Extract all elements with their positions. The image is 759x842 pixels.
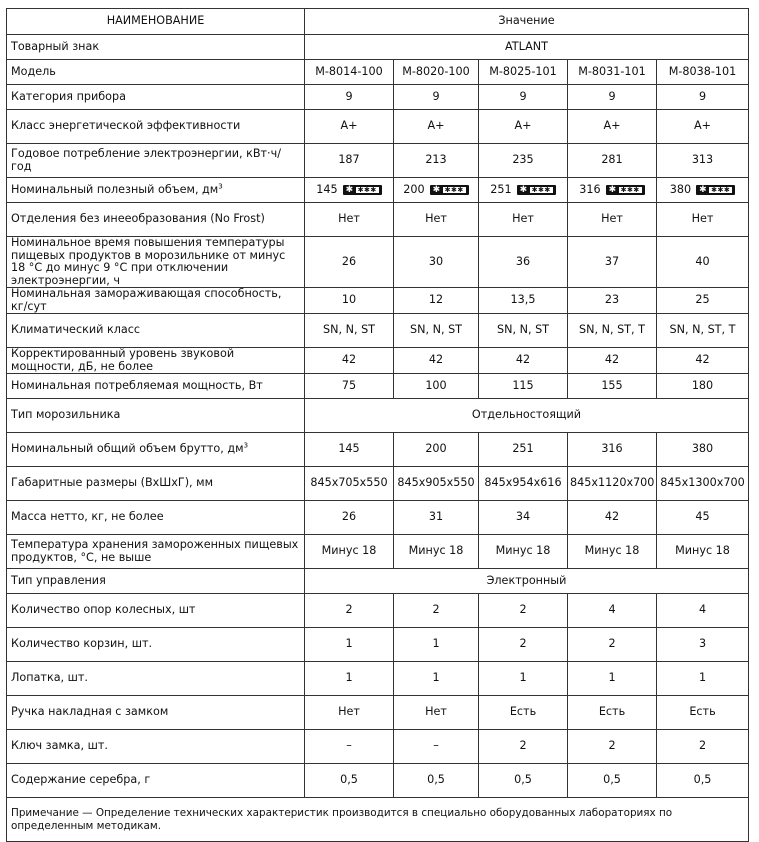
row-name-text: Лопатка, шт. <box>11 671 88 685</box>
table-body <box>7 35 749 798</box>
row-value: 34 <box>479 501 568 535</box>
row-name-text: Масса нетто, кг, не более <box>11 510 164 524</box>
row-value: 30 <box>394 237 479 288</box>
freezer-four-star-icon: ✱ ✱✱✱ <box>696 185 735 195</box>
volume-with-rating <box>579 184 645 197</box>
row-value: 36 <box>479 237 568 288</box>
row-value: SN, N, ST, T <box>657 314 749 348</box>
row-value: 200 <box>394 433 479 467</box>
row-value: Есть <box>657 696 749 730</box>
row-value: 9 <box>479 85 568 110</box>
row-name <box>7 501 305 535</box>
row-name <box>7 662 305 696</box>
row-value <box>568 178 657 203</box>
row-value: 845x705x550 <box>305 467 394 501</box>
row-name-text: Корректированный уровень звуковой мощности, дБ, не более <box>11 347 235 373</box>
row-value: 845x954x616 <box>479 467 568 501</box>
row-name-superscript: 3 <box>243 441 249 450</box>
row-value: 2 <box>568 628 657 662</box>
row-value: Есть <box>479 696 568 730</box>
table-row <box>7 288 749 314</box>
volume-with-rating <box>316 184 382 197</box>
row-value: Есть <box>568 696 657 730</box>
row-name <box>7 399 305 433</box>
row-value: 845x905x550 <box>394 467 479 501</box>
row-value: Минус 18 <box>657 535 749 569</box>
row-value: 2 <box>394 594 479 628</box>
row-value: 2 <box>479 628 568 662</box>
spec-table <box>6 8 749 842</box>
row-name-text: Количество корзин, шт. <box>11 637 153 651</box>
row-name <box>7 178 305 203</box>
row-name-superscript: 3 <box>218 182 223 191</box>
table-row <box>7 35 749 60</box>
volume-value: 145 <box>316 182 338 196</box>
table-row <box>7 144 749 178</box>
volume-value: 251 <box>490 182 512 196</box>
table-row <box>7 730 749 764</box>
row-value: 2 <box>657 730 749 764</box>
row-value: 845x1120x700 <box>568 467 657 501</box>
row-name-text: Содержание серебра, г <box>11 773 151 787</box>
table-row <box>7 628 749 662</box>
row-name <box>7 535 305 569</box>
row-name-text: Номинальный общий объем брутто, дм <box>11 442 244 456</box>
row-value: 10 <box>305 288 394 314</box>
row-name-text: Габаритные размеры (ВхШхГ), мм <box>11 476 214 490</box>
row-name-text: Количество опор колесных, шт <box>11 603 196 617</box>
row-value: 12 <box>394 288 479 314</box>
row-name-text: Температура хранения замороженных пищевых продуктов, °С, не выше <box>11 538 299 564</box>
row-value: 9 <box>657 85 749 110</box>
table-row <box>7 399 749 433</box>
row-name <box>7 60 305 85</box>
row-value: 1 <box>568 662 657 696</box>
row-value: 31 <box>394 501 479 535</box>
row-value: – <box>394 730 479 764</box>
freezer-four-star-icon: ✱ ✱✱✱ <box>430 185 469 195</box>
row-value: 42 <box>568 501 657 535</box>
row-value: 25 <box>657 288 749 314</box>
row-value <box>394 178 479 203</box>
row-name-text: Отделения без инееобразования (No Frost) <box>11 212 265 226</box>
row-value: А+ <box>479 110 568 144</box>
row-name <box>7 696 305 730</box>
row-name-text: Модель <box>11 64 56 78</box>
table-row <box>7 569 749 594</box>
row-value: 42 <box>657 348 749 374</box>
row-value: 75 <box>305 374 394 399</box>
row-value: А+ <box>394 110 479 144</box>
table-row <box>7 348 749 374</box>
table-row <box>7 535 749 569</box>
row-value: 187 <box>305 144 394 178</box>
volume-value: 380 <box>669 182 692 196</box>
row-value: Минус 18 <box>479 535 568 569</box>
row-value: 26 <box>305 501 394 535</box>
table-header-row <box>7 9 749 35</box>
row-value: М-8020-100 <box>394 60 479 85</box>
row-value: 155 <box>568 374 657 399</box>
row-value: 2 <box>305 594 394 628</box>
row-value: 0,5 <box>479 764 568 798</box>
volume-value: 200 <box>403 182 425 196</box>
row-value: 37 <box>568 237 657 288</box>
row-name-text: Класс энергетической эффективности <box>11 119 241 133</box>
table-row <box>7 594 749 628</box>
row-value: А+ <box>305 110 394 144</box>
freezer-four-star-icon: ✱ ✱✱✱ <box>343 185 382 195</box>
row-value <box>479 178 568 203</box>
row-value: 23 <box>568 288 657 314</box>
table-row <box>7 314 749 348</box>
row-name-text: Ключ замка, шт. <box>11 739 108 753</box>
row-value: 26 <box>305 237 394 288</box>
row-name <box>7 569 305 594</box>
row-value: 2 <box>479 594 568 628</box>
row-value: SN, N, ST <box>394 314 479 348</box>
row-value: – <box>305 730 394 764</box>
row-name <box>7 374 305 399</box>
row-value: 0,5 <box>305 764 394 798</box>
row-value: 145 <box>305 433 394 467</box>
row-value: М-8014-100 <box>305 60 394 85</box>
row-value: 4 <box>657 594 749 628</box>
table-row <box>7 467 749 501</box>
row-value-span: Электронный <box>305 569 749 594</box>
row-value: Минус 18 <box>568 535 657 569</box>
row-name-text: Номинальная замораживающая способность, кг/сут <box>11 287 282 313</box>
note-text: Примечание — Определение технических характеристик производится в специально оборудованных лабораториях по определенным методикам. <box>7 798 749 842</box>
row-value: 380 <box>657 433 749 467</box>
header-value: Значение <box>305 9 749 35</box>
row-value: Нет <box>394 203 479 237</box>
row-value: 42 <box>568 348 657 374</box>
row-value: А+ <box>657 110 749 144</box>
row-value: 1 <box>657 662 749 696</box>
row-value: 1 <box>394 628 479 662</box>
row-value: SN, N, ST <box>479 314 568 348</box>
row-value: SN, N, ST, T <box>568 314 657 348</box>
table-row <box>7 501 749 535</box>
table-row <box>7 178 749 203</box>
row-name-text: Тип управления <box>11 573 106 587</box>
row-value: 42 <box>479 348 568 374</box>
row-value: 3 <box>657 628 749 662</box>
row-value <box>657 178 749 203</box>
row-value: М-8038-101 <box>657 60 749 85</box>
row-value: 9 <box>394 85 479 110</box>
row-value: 115 <box>479 374 568 399</box>
freezer-four-star-icon: ✱ ✱✱✱ <box>606 185 645 195</box>
row-value: 2 <box>568 730 657 764</box>
row-value: 1 <box>305 662 394 696</box>
volume-with-rating <box>490 184 556 197</box>
row-value <box>305 178 394 203</box>
row-name-text: Климатический класс <box>11 323 141 337</box>
row-value: 9 <box>568 85 657 110</box>
row-name-text: Номинальное время повышения температуры пищевых продуктов в морозильнике от минус 18 °С до минус 9 °С при отключении электроэнергии, ч <box>11 236 286 287</box>
row-name <box>7 730 305 764</box>
row-value: 180 <box>657 374 749 399</box>
row-name <box>7 144 305 178</box>
row-value-span: Отдельностоящий <box>305 399 749 433</box>
row-name <box>7 348 305 374</box>
row-value: 42 <box>305 348 394 374</box>
table-row <box>7 203 749 237</box>
row-value: 235 <box>479 144 568 178</box>
header-name: НАИМЕНОВАНИЕ <box>7 9 305 35</box>
row-name-text: Ручка накладная с замком <box>11 705 169 719</box>
volume-with-rating <box>670 184 736 197</box>
table-row <box>7 662 749 696</box>
row-name <box>7 288 305 314</box>
row-name <box>7 203 305 237</box>
row-name-text: Тип морозильника <box>11 408 121 422</box>
row-value: А+ <box>568 110 657 144</box>
freezer-four-star-icon: ✱ ✱✱✱ <box>517 185 556 195</box>
row-name <box>7 628 305 662</box>
row-value: 213 <box>394 144 479 178</box>
row-value: 845x1300x700 <box>657 467 749 501</box>
row-value: Нет <box>657 203 749 237</box>
spec-table-wrapper <box>6 8 748 842</box>
row-value: Минус 18 <box>394 535 479 569</box>
row-value: Нет <box>394 696 479 730</box>
row-value: 2 <box>479 730 568 764</box>
row-name-text: Категория прибора <box>11 89 126 103</box>
row-value: М-8025-101 <box>479 60 568 85</box>
row-value: Нет <box>479 203 568 237</box>
table-row <box>7 433 749 467</box>
row-value: 100 <box>394 374 479 399</box>
row-value: 1 <box>305 628 394 662</box>
row-name <box>7 594 305 628</box>
row-name-text: Товарный знак <box>11 39 100 53</box>
table-row <box>7 764 749 798</box>
row-value: 0,5 <box>394 764 479 798</box>
row-name <box>7 314 305 348</box>
row-value: М-8031-101 <box>568 60 657 85</box>
row-value: 1 <box>394 662 479 696</box>
volume-with-rating <box>403 184 469 197</box>
row-name-text: Номинальный полезный объем, дм <box>11 182 219 196</box>
row-value: 1 <box>479 662 568 696</box>
row-name <box>7 35 305 60</box>
table-row <box>7 237 749 288</box>
row-value: 40 <box>657 237 749 288</box>
table-row <box>7 60 749 85</box>
row-name <box>7 433 305 467</box>
row-name <box>7 237 305 288</box>
table-row <box>7 110 749 144</box>
row-value: 45 <box>657 501 749 535</box>
row-value: 281 <box>568 144 657 178</box>
row-value: SN, N, ST <box>305 314 394 348</box>
table-row <box>7 696 749 730</box>
row-name <box>7 764 305 798</box>
row-value: 251 <box>479 433 568 467</box>
table-row <box>7 85 749 110</box>
row-value: 9 <box>305 85 394 110</box>
row-name-text: Годовое потребление электроэнергии, кВт·ч/год <box>11 147 281 173</box>
row-value: Нет <box>305 696 394 730</box>
volume-value: 316 <box>579 182 601 196</box>
row-value: 42 <box>394 348 479 374</box>
row-value: 316 <box>568 433 657 467</box>
row-name <box>7 85 305 110</box>
row-name <box>7 467 305 501</box>
row-value: Минус 18 <box>305 535 394 569</box>
row-value-span: ATLANT <box>305 35 749 60</box>
row-value: 313 <box>657 144 749 178</box>
row-value: 13,5 <box>479 288 568 314</box>
row-value: 0,5 <box>568 764 657 798</box>
row-value: Нет <box>568 203 657 237</box>
row-value: 4 <box>568 594 657 628</box>
note-row <box>7 798 749 842</box>
row-value: Нет <box>305 203 394 237</box>
row-value: 0,5 <box>657 764 749 798</box>
table-row <box>7 374 749 399</box>
row-name-text: Номинальная потребляемая мощность, Вт <box>11 378 263 392</box>
row-name <box>7 110 305 144</box>
